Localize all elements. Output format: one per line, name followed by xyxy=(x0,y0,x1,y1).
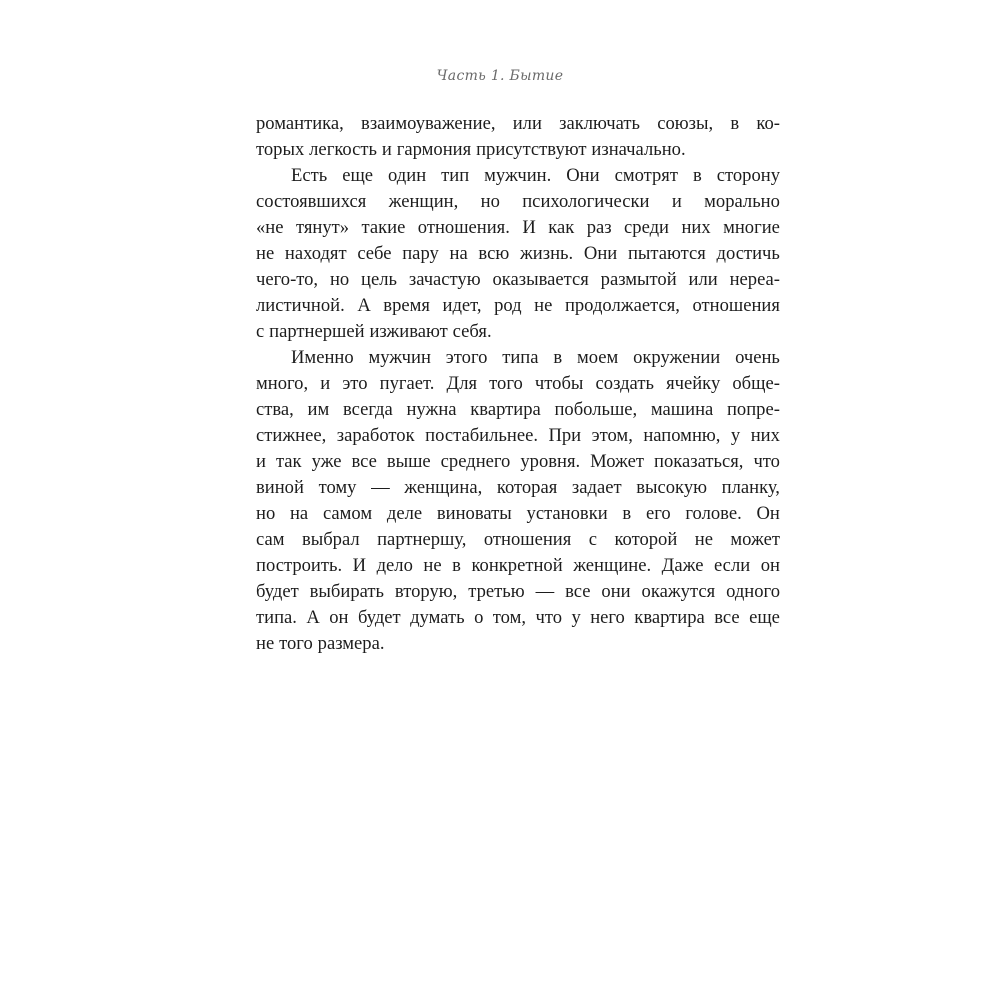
word: романтика, xyxy=(256,113,344,134)
word: все xyxy=(351,451,377,472)
word: женщин, xyxy=(388,191,459,212)
word: союзы, xyxy=(657,113,714,134)
word: с xyxy=(256,321,265,342)
word: листичной. xyxy=(256,295,345,316)
word: они xyxy=(601,581,631,602)
word: нужна xyxy=(406,399,457,420)
word: квартира xyxy=(470,399,541,420)
word: жизнь. xyxy=(519,243,574,264)
word: женщина, xyxy=(404,477,483,498)
word: еще xyxy=(342,165,374,186)
word: не xyxy=(694,529,713,550)
word: находят xyxy=(284,243,347,264)
word: будет xyxy=(256,581,299,602)
word: постабильнее. xyxy=(425,425,538,446)
word: зачастую xyxy=(408,269,481,290)
word: не xyxy=(256,633,275,654)
word: виной xyxy=(256,477,304,498)
word: думать xyxy=(410,607,465,628)
word: этого xyxy=(445,347,488,368)
text-line xyxy=(256,293,780,319)
word: уровня. xyxy=(520,451,581,472)
word: Они xyxy=(583,243,618,264)
word: которой xyxy=(614,529,678,550)
word: всю xyxy=(478,243,510,264)
word: смотрят xyxy=(614,165,678,186)
body-text xyxy=(256,111,780,657)
word: того xyxy=(489,373,523,394)
word: ства, xyxy=(256,399,294,420)
word: о xyxy=(474,607,484,628)
word: много, xyxy=(256,373,309,394)
word: время xyxy=(383,295,430,316)
word: не xyxy=(534,295,553,316)
word: квартира xyxy=(634,607,705,628)
text-line xyxy=(256,605,780,631)
word: раз xyxy=(586,217,612,238)
word: идет, xyxy=(442,295,482,316)
word: очень xyxy=(735,347,780,368)
word: психологически xyxy=(522,191,650,212)
word: у xyxy=(730,425,741,446)
word: цель xyxy=(361,269,397,290)
word: «не xyxy=(256,217,284,238)
word: окружении xyxy=(633,347,721,368)
word: типа xyxy=(502,347,539,368)
word: отношения xyxy=(692,295,780,316)
word: выбирать xyxy=(309,581,384,602)
word: женщине. xyxy=(573,555,652,576)
word: моем xyxy=(576,347,619,368)
word: гармония xyxy=(396,139,472,160)
word: машина xyxy=(650,399,714,420)
word: не xyxy=(256,243,275,264)
word: побольше, xyxy=(554,399,638,420)
word: окажутся xyxy=(641,581,716,602)
word: напомню, xyxy=(643,425,721,446)
word: и xyxy=(320,373,331,394)
word: среднего xyxy=(440,451,511,472)
text-line xyxy=(256,189,780,215)
word: типа. xyxy=(256,607,297,628)
word: оказывается xyxy=(492,269,589,290)
word: на xyxy=(449,243,468,264)
word: торых xyxy=(256,139,305,160)
word: может xyxy=(730,529,780,550)
word: высокую xyxy=(636,477,708,498)
word: третью xyxy=(468,581,525,602)
word: конкретной xyxy=(471,555,563,576)
word: стижнее, xyxy=(256,425,327,446)
text-line xyxy=(256,475,780,501)
running-header: Часть 1. Бытие xyxy=(436,68,564,84)
word: вторую, xyxy=(394,581,458,602)
word: размытой xyxy=(600,269,677,290)
word: в xyxy=(692,165,702,186)
word: на xyxy=(289,503,309,524)
word: его xyxy=(645,503,671,524)
word: с xyxy=(588,529,597,550)
word: тип xyxy=(441,165,470,186)
word: будет xyxy=(357,607,401,628)
word: достичь xyxy=(716,243,780,264)
word: Они xyxy=(566,165,600,186)
text-line xyxy=(256,501,780,527)
text-line xyxy=(256,371,780,397)
word: в xyxy=(622,503,632,524)
text-line xyxy=(256,397,780,423)
word: И xyxy=(352,555,367,576)
word: А xyxy=(306,607,320,628)
word: всегда xyxy=(342,399,393,420)
text-line xyxy=(256,267,780,293)
word: но xyxy=(480,191,500,212)
word: им xyxy=(307,399,330,420)
word: этом, xyxy=(591,425,633,446)
word: один xyxy=(388,165,427,186)
word: сам xyxy=(256,529,285,550)
word: виноваты xyxy=(436,503,512,524)
word: И xyxy=(522,217,536,238)
word: что xyxy=(753,451,780,472)
word: и xyxy=(381,139,392,160)
word: или xyxy=(688,269,718,290)
word: выбрал xyxy=(301,529,360,550)
word: — xyxy=(535,581,555,602)
word: легкость xyxy=(309,139,378,160)
word: Для xyxy=(446,373,478,394)
word: самом xyxy=(322,503,373,524)
word: партнершей xyxy=(269,321,365,342)
word: себе xyxy=(357,243,392,264)
word: морально xyxy=(704,191,780,212)
word: заработок xyxy=(336,425,415,446)
word: установки xyxy=(526,503,608,524)
word: мужчин. xyxy=(484,165,552,186)
word: тянут» xyxy=(295,217,350,238)
word: так xyxy=(275,451,302,472)
word: если xyxy=(713,555,751,576)
word: А xyxy=(357,295,371,316)
word: того xyxy=(279,633,313,654)
word: род xyxy=(494,295,522,316)
text-line xyxy=(256,215,780,241)
word: или xyxy=(512,113,542,134)
word: обще- xyxy=(732,373,780,394)
word: заключать xyxy=(559,113,640,134)
word: себя. xyxy=(452,321,492,342)
word: мужчин xyxy=(368,347,431,368)
word: но xyxy=(256,503,276,524)
word: у xyxy=(571,607,581,628)
word: изживают xyxy=(369,321,448,342)
word: сторону xyxy=(716,165,780,186)
word: пугает. xyxy=(379,373,435,394)
word: него xyxy=(590,607,625,628)
word: как xyxy=(548,217,575,238)
word: уже xyxy=(311,451,342,472)
word: задает xyxy=(571,477,622,498)
word: в xyxy=(452,555,461,576)
word: многие xyxy=(723,217,780,238)
word: еще xyxy=(749,607,780,628)
word: дело xyxy=(376,555,413,576)
word: все xyxy=(714,607,740,628)
word: создать xyxy=(595,373,654,394)
word: продолжается, xyxy=(564,295,680,316)
word: показаться, xyxy=(654,451,744,472)
word: такие xyxy=(361,217,406,238)
word: и xyxy=(256,451,266,472)
word: чего-то, xyxy=(256,269,319,290)
word: среди xyxy=(624,217,669,238)
text-line xyxy=(256,111,780,137)
word: пару xyxy=(402,243,439,264)
text-line xyxy=(256,345,780,371)
word: том, xyxy=(492,607,527,628)
word: построить. xyxy=(256,555,343,576)
word: ко- xyxy=(756,113,780,134)
text-line xyxy=(256,423,780,449)
word: нереа- xyxy=(729,269,780,290)
text-line xyxy=(256,579,780,605)
word: попре- xyxy=(726,399,780,420)
word: отношения xyxy=(483,529,572,550)
word: голове. xyxy=(685,503,742,524)
word: взаимоуважение, xyxy=(361,113,496,134)
word: деле xyxy=(386,503,423,524)
word: При xyxy=(548,425,582,446)
text-line xyxy=(256,163,780,189)
text-line xyxy=(256,553,780,579)
word: одного xyxy=(726,581,780,602)
text-line xyxy=(256,527,780,553)
word: Он xyxy=(756,503,780,524)
word: ячейку xyxy=(666,373,721,394)
word: в xyxy=(730,113,740,134)
word: отношения. xyxy=(417,217,510,238)
word: Даже xyxy=(661,555,704,576)
word: он xyxy=(329,607,349,628)
word: в xyxy=(553,347,563,368)
word: них xyxy=(681,217,711,238)
word: Есть xyxy=(291,165,328,186)
word: них xyxy=(750,425,780,446)
word: — xyxy=(371,477,390,498)
word: планку, xyxy=(721,477,780,498)
word: партнершу, xyxy=(377,529,467,550)
text-line xyxy=(256,137,780,163)
word: что xyxy=(535,607,563,628)
word: состоявшихся xyxy=(256,191,367,212)
text-line xyxy=(256,319,780,345)
word: пытаются xyxy=(627,243,706,264)
word: он xyxy=(760,555,780,576)
word: Может xyxy=(590,451,645,472)
word: присутствуют xyxy=(476,139,587,160)
text-line xyxy=(256,631,780,657)
word: все xyxy=(565,581,591,602)
word: это xyxy=(342,373,368,394)
word: размера. xyxy=(317,633,385,654)
word: но xyxy=(329,269,350,290)
word: выше xyxy=(386,451,431,472)
word: изначально. xyxy=(591,139,686,160)
word: и xyxy=(671,191,682,212)
word: не xyxy=(423,555,442,576)
word: Именно xyxy=(291,347,354,368)
word: которая xyxy=(496,477,558,498)
word: тому xyxy=(318,477,357,498)
text-line xyxy=(256,241,780,267)
word: чтобы xyxy=(534,373,584,394)
text-line xyxy=(256,449,780,475)
